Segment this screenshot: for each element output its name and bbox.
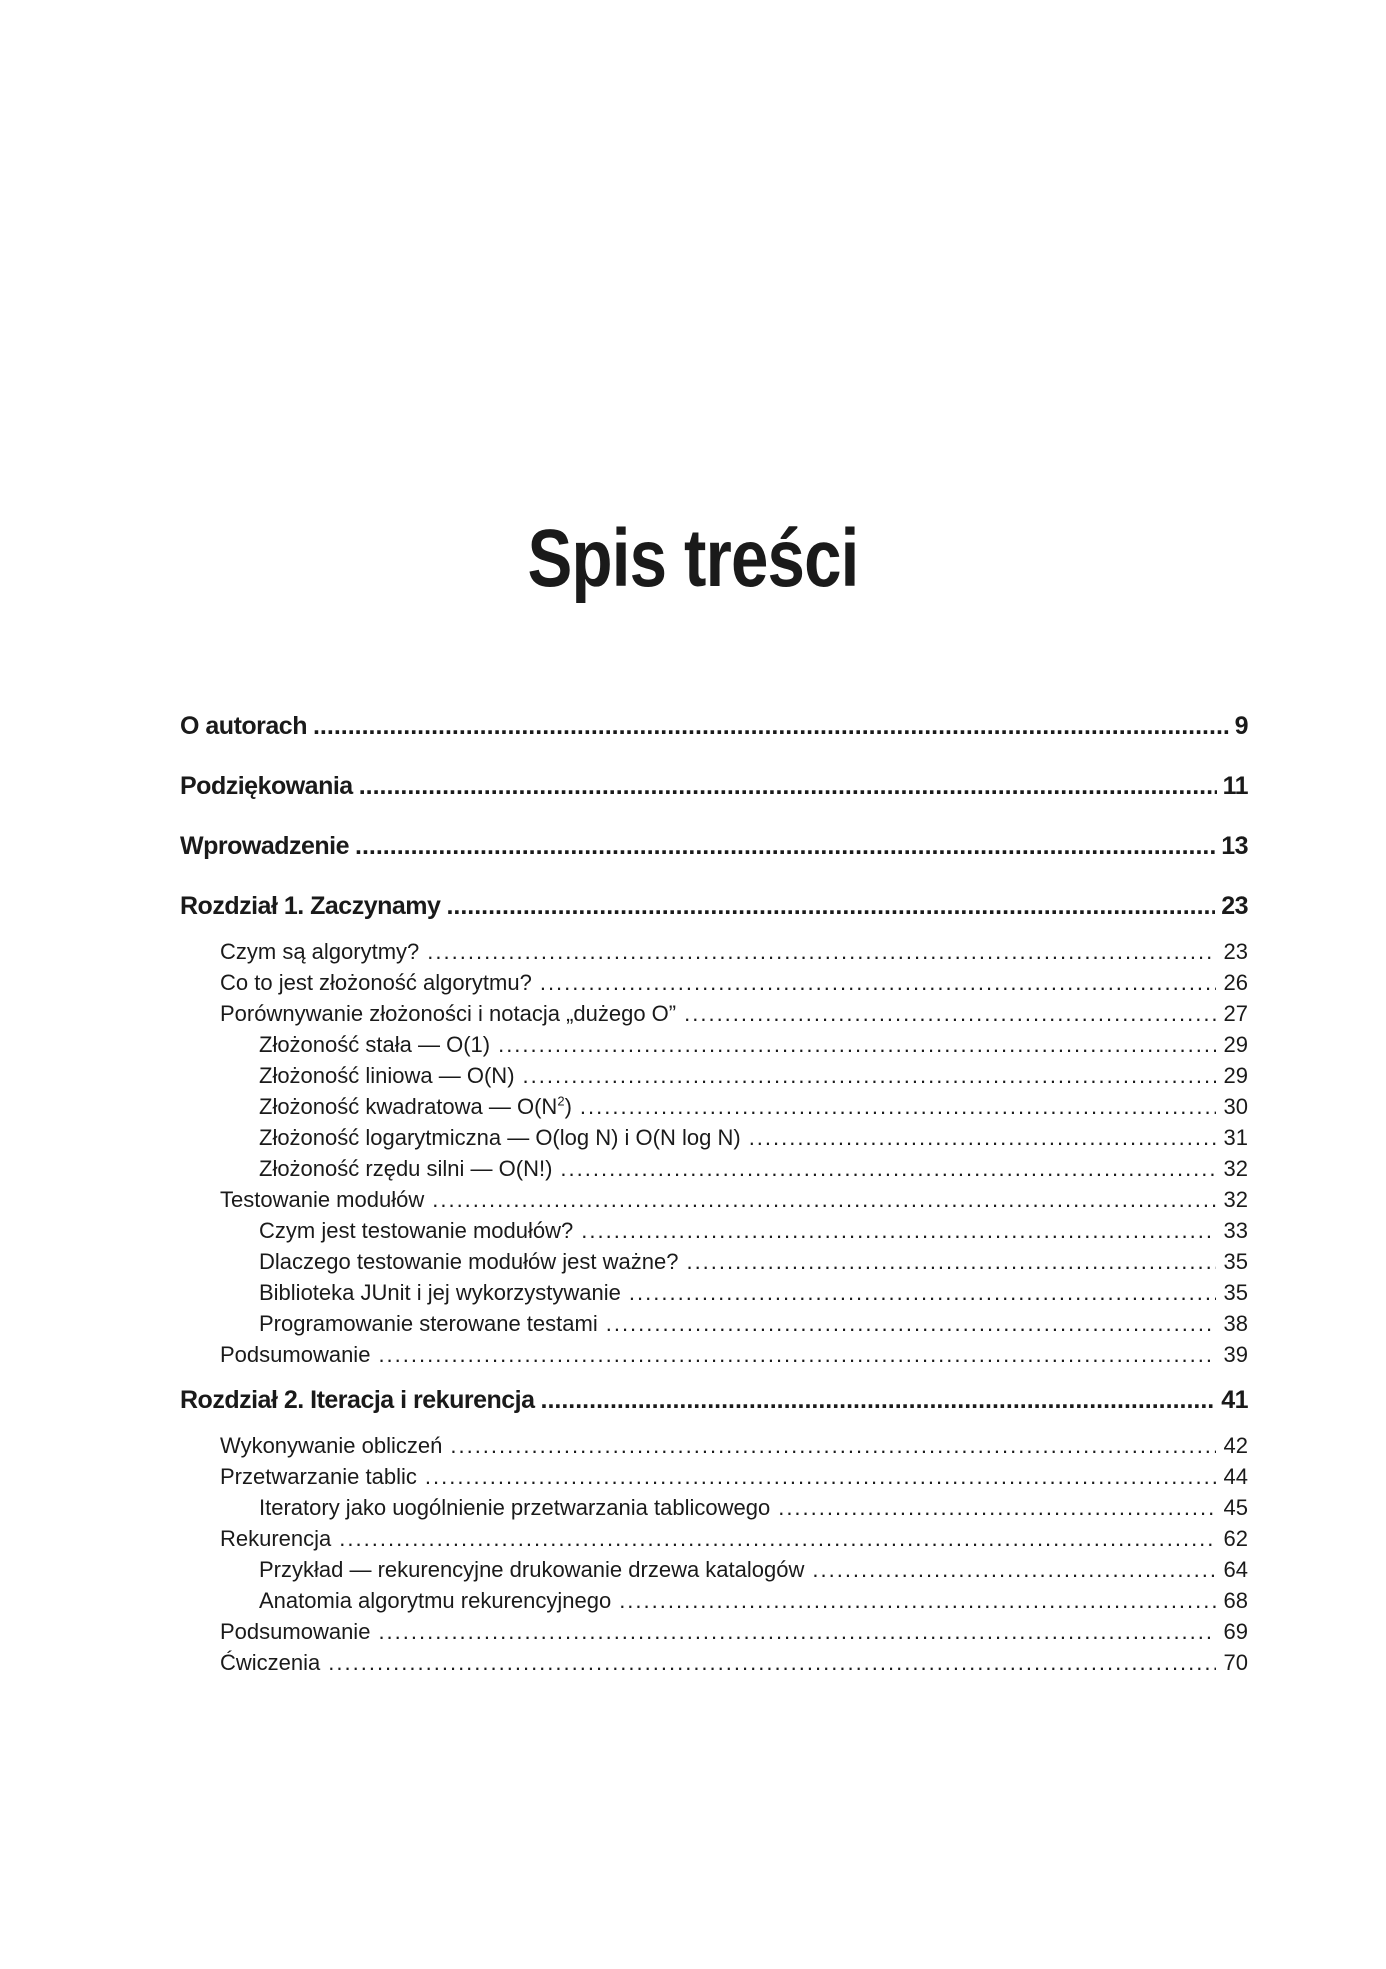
toc-page-number: 23 (1221, 892, 1248, 920)
dot-leader (339, 1523, 1215, 1554)
toc-section-entry (180, 1091, 1248, 1122)
toc-entry-title: Złożoność logarytmiczna — O(log N) i O(N log N) (259, 1125, 741, 1150)
toc-entry-label (220, 967, 532, 998)
dot-leader (580, 1091, 1216, 1122)
dot-leader (378, 1339, 1215, 1370)
toc-page-number: 31 (1223, 1125, 1248, 1150)
dot-leader (619, 1585, 1215, 1616)
toc-entry-label (220, 998, 676, 1029)
dot-leader (359, 756, 1217, 816)
toc-section-entry (180, 1308, 1248, 1339)
toc-entry-title: Przetwarzanie tablic (220, 1464, 417, 1489)
toc-page-number: 33 (1223, 1218, 1248, 1243)
toc-entry-title: Złożoność liniowa — O(N) (259, 1063, 515, 1088)
toc-entry-label (180, 816, 349, 876)
toc-section-entry (180, 1647, 1248, 1678)
toc-entry-label (259, 1153, 552, 1184)
toc-entry-title: O autorach (180, 712, 307, 740)
table-of-contents (180, 696, 1248, 1678)
toc-entry-label (259, 1308, 598, 1339)
toc-page-number: 11 (1222, 772, 1248, 800)
toc-section-entry (180, 1585, 1248, 1616)
toc-section-entry (180, 1215, 1248, 1246)
toc-section-entry (180, 1461, 1248, 1492)
toc-entry-label (259, 1277, 621, 1308)
toc-section-entry (180, 1492, 1248, 1523)
toc-entry-title: Podsumowanie (220, 1619, 371, 1644)
dot-leader (425, 1461, 1216, 1492)
toc-section-entry (180, 1523, 1248, 1554)
toc-page-number: 29 (1223, 1063, 1248, 1088)
toc-section-entry (180, 1616, 1248, 1647)
toc-page-number: 23 (1223, 939, 1248, 964)
toc-section-entry (180, 1122, 1248, 1153)
toc-page-number: 41 (1221, 1386, 1248, 1414)
toc-section-entry (180, 1339, 1248, 1370)
toc-entry-title: Podsumowanie (220, 1342, 371, 1367)
toc-chapter-entry (180, 816, 1248, 876)
toc-section-entry (180, 967, 1248, 998)
toc-section-entry (180, 1060, 1248, 1091)
toc-entry-label (259, 1246, 678, 1277)
dot-leader (450, 1430, 1215, 1461)
toc-entry-title: Złożoność kwadratowa — O(N (259, 1094, 558, 1119)
toc-page-number: 35 (1223, 1280, 1248, 1305)
toc-entry-label (220, 1523, 331, 1554)
toc-entry-label (220, 1184, 424, 1215)
toc-page-number: 29 (1223, 1032, 1248, 1057)
toc-section-entry (180, 1153, 1248, 1184)
toc-page-number: 62 (1223, 1526, 1248, 1551)
dot-leader (749, 1122, 1216, 1153)
toc-entry-title: Iteratory jako uogólnienie przetwarzania tablicowego (259, 1495, 771, 1520)
dot-leader (581, 1215, 1215, 1246)
toc-chapter-entry (180, 876, 1248, 936)
toc-entry-label (220, 1461, 417, 1492)
toc-entry-label (259, 1492, 770, 1523)
toc-entry-label (220, 1339, 370, 1370)
toc-entry-title: Biblioteka JUnit i jej wykorzystywanie (259, 1280, 621, 1305)
toc-section-entry (180, 936, 1248, 967)
toc-chapter-entry (180, 1370, 1248, 1430)
toc-entry-title: Co to jest złożoność algorytmu? (220, 970, 532, 995)
toc-entry-title: Przykład — rekurencyjne drukowanie drzewa katalogów (259, 1557, 805, 1582)
toc-entry-label (259, 1091, 572, 1122)
toc-entry-title: Czym jest testowanie modułów? (259, 1218, 574, 1243)
toc-section-entry (180, 1184, 1248, 1215)
toc-section-entry (180, 998, 1248, 1029)
toc-page-number: 26 (1223, 970, 1248, 995)
dot-leader (560, 1153, 1215, 1184)
toc-entry-label (220, 936, 419, 967)
toc-page-number: 70 (1223, 1650, 1248, 1675)
toc-entry-title: Testowanie modułów (220, 1187, 425, 1212)
toc-entry-label (259, 1585, 611, 1616)
dot-leader (686, 1246, 1215, 1277)
toc-entry-title: Złożoność stała — O(1) (259, 1032, 491, 1057)
toc-entry-title: Programowanie sterowane testami (259, 1311, 598, 1336)
toc-page-number: 69 (1223, 1619, 1248, 1644)
toc-page-number: 30 (1223, 1094, 1248, 1119)
dot-leader (355, 816, 1215, 876)
toc-section-entry (180, 1277, 1248, 1308)
toc-entry-title-suffix: ) (564, 1094, 572, 1119)
toc-page-number: 44 (1223, 1464, 1248, 1489)
toc-entry-label (180, 876, 440, 936)
toc-entry-title: Czym są algorytmy? (220, 939, 420, 964)
toc-section-entry (180, 1554, 1248, 1585)
toc-page-number: 38 (1223, 1311, 1248, 1336)
toc-page-number: 64 (1223, 1557, 1248, 1582)
toc-entry-label (220, 1616, 370, 1647)
toc-entry-label (180, 1370, 535, 1430)
dot-leader (684, 998, 1215, 1029)
toc-entry-title: Wykonywanie obliczeń (220, 1433, 443, 1458)
toc-entry-label (220, 1430, 442, 1461)
toc-chapter-entry (180, 756, 1248, 816)
toc-page-number: 32 (1223, 1156, 1248, 1181)
toc-entry-title: Wprowadzenie (180, 832, 350, 860)
dot-leader (541, 1370, 1216, 1430)
toc-entry-title: Porównywanie złożoności i notacja „dużego O” (220, 1001, 677, 1026)
toc-entry-label (259, 1029, 490, 1060)
toc-page-number: 9 (1234, 712, 1248, 740)
toc-entry-label (259, 1215, 573, 1246)
toc-section-entry (180, 1029, 1248, 1060)
dot-leader (328, 1647, 1215, 1678)
toc-page-number: 13 (1221, 832, 1248, 860)
toc-entry-label (220, 1647, 320, 1678)
toc-entry-title: Złożoność rzędu silni — O(N!) (259, 1156, 553, 1181)
toc-entry-title: Podziękowania (180, 772, 353, 800)
dot-leader (812, 1554, 1215, 1585)
toc-entry-title: Rekurencja (220, 1526, 332, 1551)
toc-entry-title: Rozdział 1. Zaczynamy (180, 892, 441, 920)
toc-page-number: 27 (1223, 1001, 1248, 1026)
dot-leader (606, 1308, 1216, 1339)
toc-entry-label (180, 756, 353, 816)
page-title: Spis treści (527, 513, 859, 604)
toc-page-number: 39 (1223, 1342, 1248, 1367)
toc-page-number: 42 (1223, 1433, 1248, 1458)
dot-leader (629, 1277, 1216, 1308)
dot-leader (378, 1616, 1215, 1647)
toc-entry-superscript: 2 (557, 1093, 565, 1109)
toc-section-entry (180, 1430, 1248, 1461)
dot-leader (432, 1184, 1215, 1215)
toc-entry-title: Rozdział 2. Iteracja i rekurencja (180, 1386, 535, 1414)
dot-leader (313, 696, 1229, 756)
dot-leader (540, 967, 1216, 998)
toc-page-number: 68 (1223, 1588, 1248, 1613)
dot-leader (446, 876, 1215, 936)
dot-leader (427, 936, 1215, 967)
toc-entry-title: Dlaczego testowanie modułów jest ważne? (259, 1249, 679, 1274)
toc-entry-label (259, 1060, 515, 1091)
dot-leader (523, 1060, 1216, 1091)
toc-entry-title: Anatomia algorytmu rekurencyjnego (259, 1588, 612, 1613)
toc-page-number: 35 (1223, 1249, 1248, 1274)
toc-entry-label (259, 1122, 741, 1153)
toc-chapter-entry (180, 696, 1248, 756)
dot-leader (778, 1492, 1215, 1523)
toc-section-entry (180, 1246, 1248, 1277)
toc-entry-label (259, 1554, 804, 1585)
dot-leader (498, 1029, 1215, 1060)
toc-entry-label (180, 696, 307, 756)
toc-page-number: 45 (1223, 1495, 1248, 1520)
toc-page-number: 32 (1223, 1187, 1248, 1212)
toc-entry-title: Ćwiczenia (220, 1650, 321, 1675)
